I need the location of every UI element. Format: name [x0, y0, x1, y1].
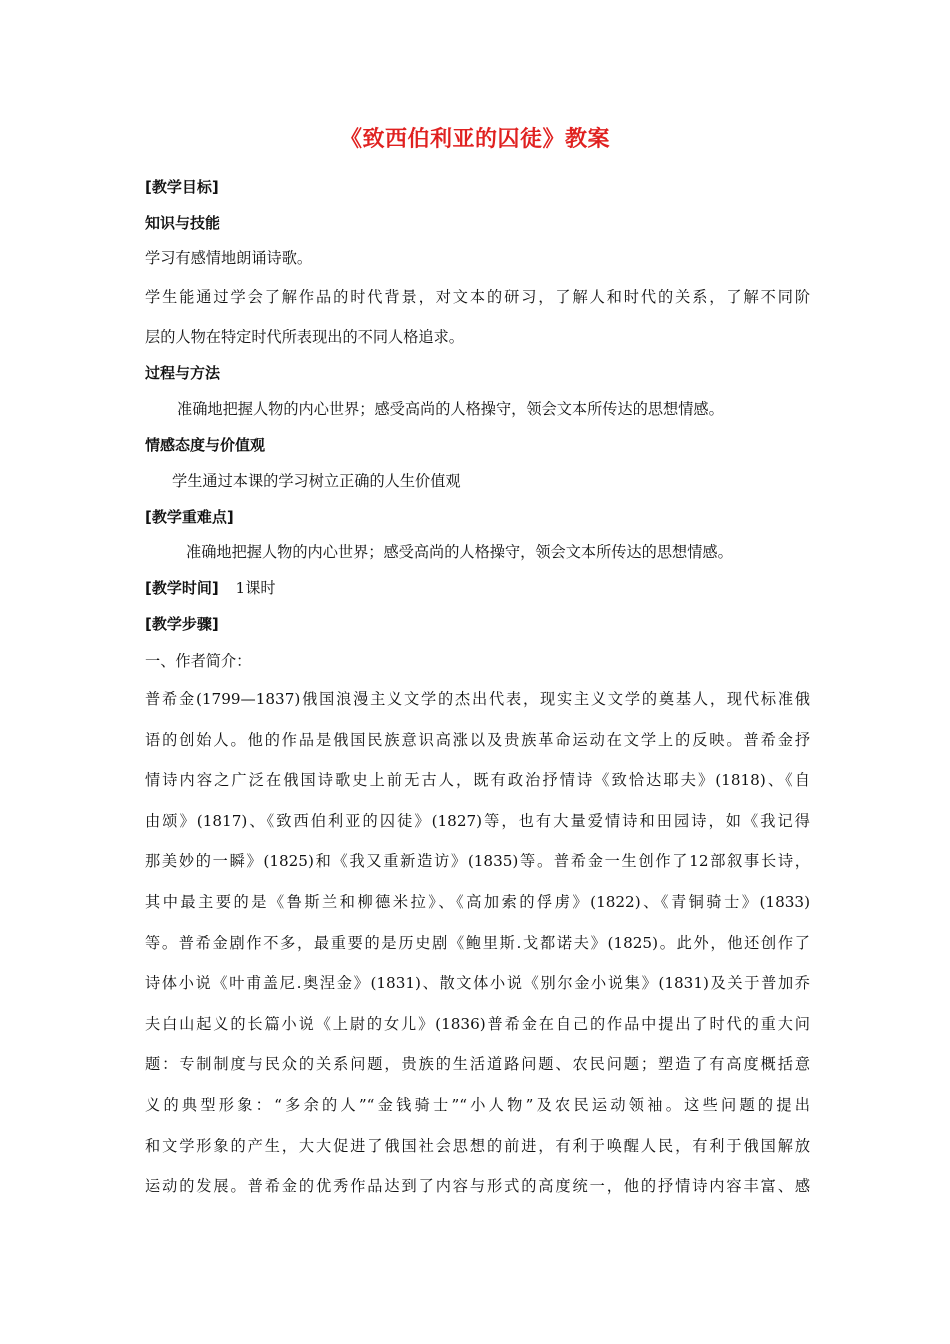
bio-line: 其中最主要的是《鲁斯兰和柳德米拉》、《高加索的俘虏》(1822)、《青铜骑士》(1833)	[145, 893, 810, 911]
bio-line: 夫白山起义的长篇小说《上尉的女儿》(1836)普希金在自己的作品中提出了时代的重大问	[145, 1014, 810, 1033]
bio-line: 题：专制制度与民众的关系问题，贵族的生活道路问题、农民问题；塑造了有高度概括意	[145, 1055, 810, 1074]
bio-line: 运动的发展。普希金的优秀作品达到了内容与形式的高度统一，他的抒情诗内容丰富、感	[145, 1177, 810, 1196]
emotion-heading: 情感态度与价值观	[145, 436, 266, 454]
difficulty-heading: [教学重难点]	[145, 508, 234, 526]
bio-line: 普希金(1799—1837)俄国浪漫主义文学的杰出代表，现实主义文学的奠基人，现代标准俄	[145, 690, 810, 708]
bio-line: 等。普希金剧作不多，最重要的是历史剧《鲍里斯.戈都诺夫》(1825)。此外，他还创作了	[145, 933, 810, 952]
bio-line: 义的典型形象：“多余的人”“金钱骑士”“小人物”及农民运动领袖。这些问题的提出	[145, 1096, 810, 1114]
process-text: 准确地把握人物的内心世界；感受高尚的人格操守，领会文本所传达的思想情感。	[177, 400, 724, 418]
page-title: 《致西伯利亚的囚徒》教案	[339, 127, 610, 152]
process-heading: 过程与方法	[145, 364, 221, 382]
knowledge-item-2-line-2: 层的人物在特定时代所表现出的不同人格追求。	[145, 328, 464, 346]
bio-line: 那美妙的一瞬》(1825)和《我又重新造访》(1835)等。普希金一生创作了12部叙事长诗，	[145, 852, 810, 871]
bio-line: 语的创始人。他的作品是俄国民族意识高涨以及贵族革命运动在文学上的反映。普希金抒	[145, 730, 810, 749]
time-value: 1课时	[235, 579, 276, 597]
difficulty-text: 准确地把握人物的内心世界；感受高尚的人格操守，领会文本所传达的思想情感。	[186, 543, 733, 561]
time-heading: [教学时间]	[145, 579, 219, 597]
goals-heading: [教学目标]	[145, 178, 219, 196]
knowledge-heading: 知识与技能	[145, 214, 221, 232]
time-row	[145, 577, 810, 599]
emotion-text: 学生通过本课的学习树立正确的人生价值观	[172, 472, 461, 490]
bio-line: 和文学形象的产生，大大促进了俄国社会思想的前进，有利于唤醒人民，有利于俄国解放	[145, 1136, 810, 1155]
steps-heading: [教学步骤]	[145, 615, 219, 633]
knowledge-item-1: 学习有感情地朗诵诗歌。	[145, 249, 313, 267]
bio-line: 由颂》(1817)、《致西伯利亚的囚徒》(1827)等，也有大量爱情诗和田园诗，如《我记得	[145, 811, 810, 830]
bio-line: 诗体小说《叶甫盖尼.奥涅金》(1831)、散文体小说《别尔金小说集》(1831)及关于普加乔	[145, 974, 810, 993]
knowledge-item-2-line-1: 学生能通过学会了解作品的时代背景，对文本的研习，了解人和时代的关系，了解不同阶	[145, 288, 810, 306]
bio-line: 情诗内容之广泛在俄国诗歌史上前无古人，既有政治抒情诗《致恰达耶夫》(1818)、《自	[145, 771, 810, 790]
step-1-label: 一、作者简介：	[145, 652, 252, 670]
